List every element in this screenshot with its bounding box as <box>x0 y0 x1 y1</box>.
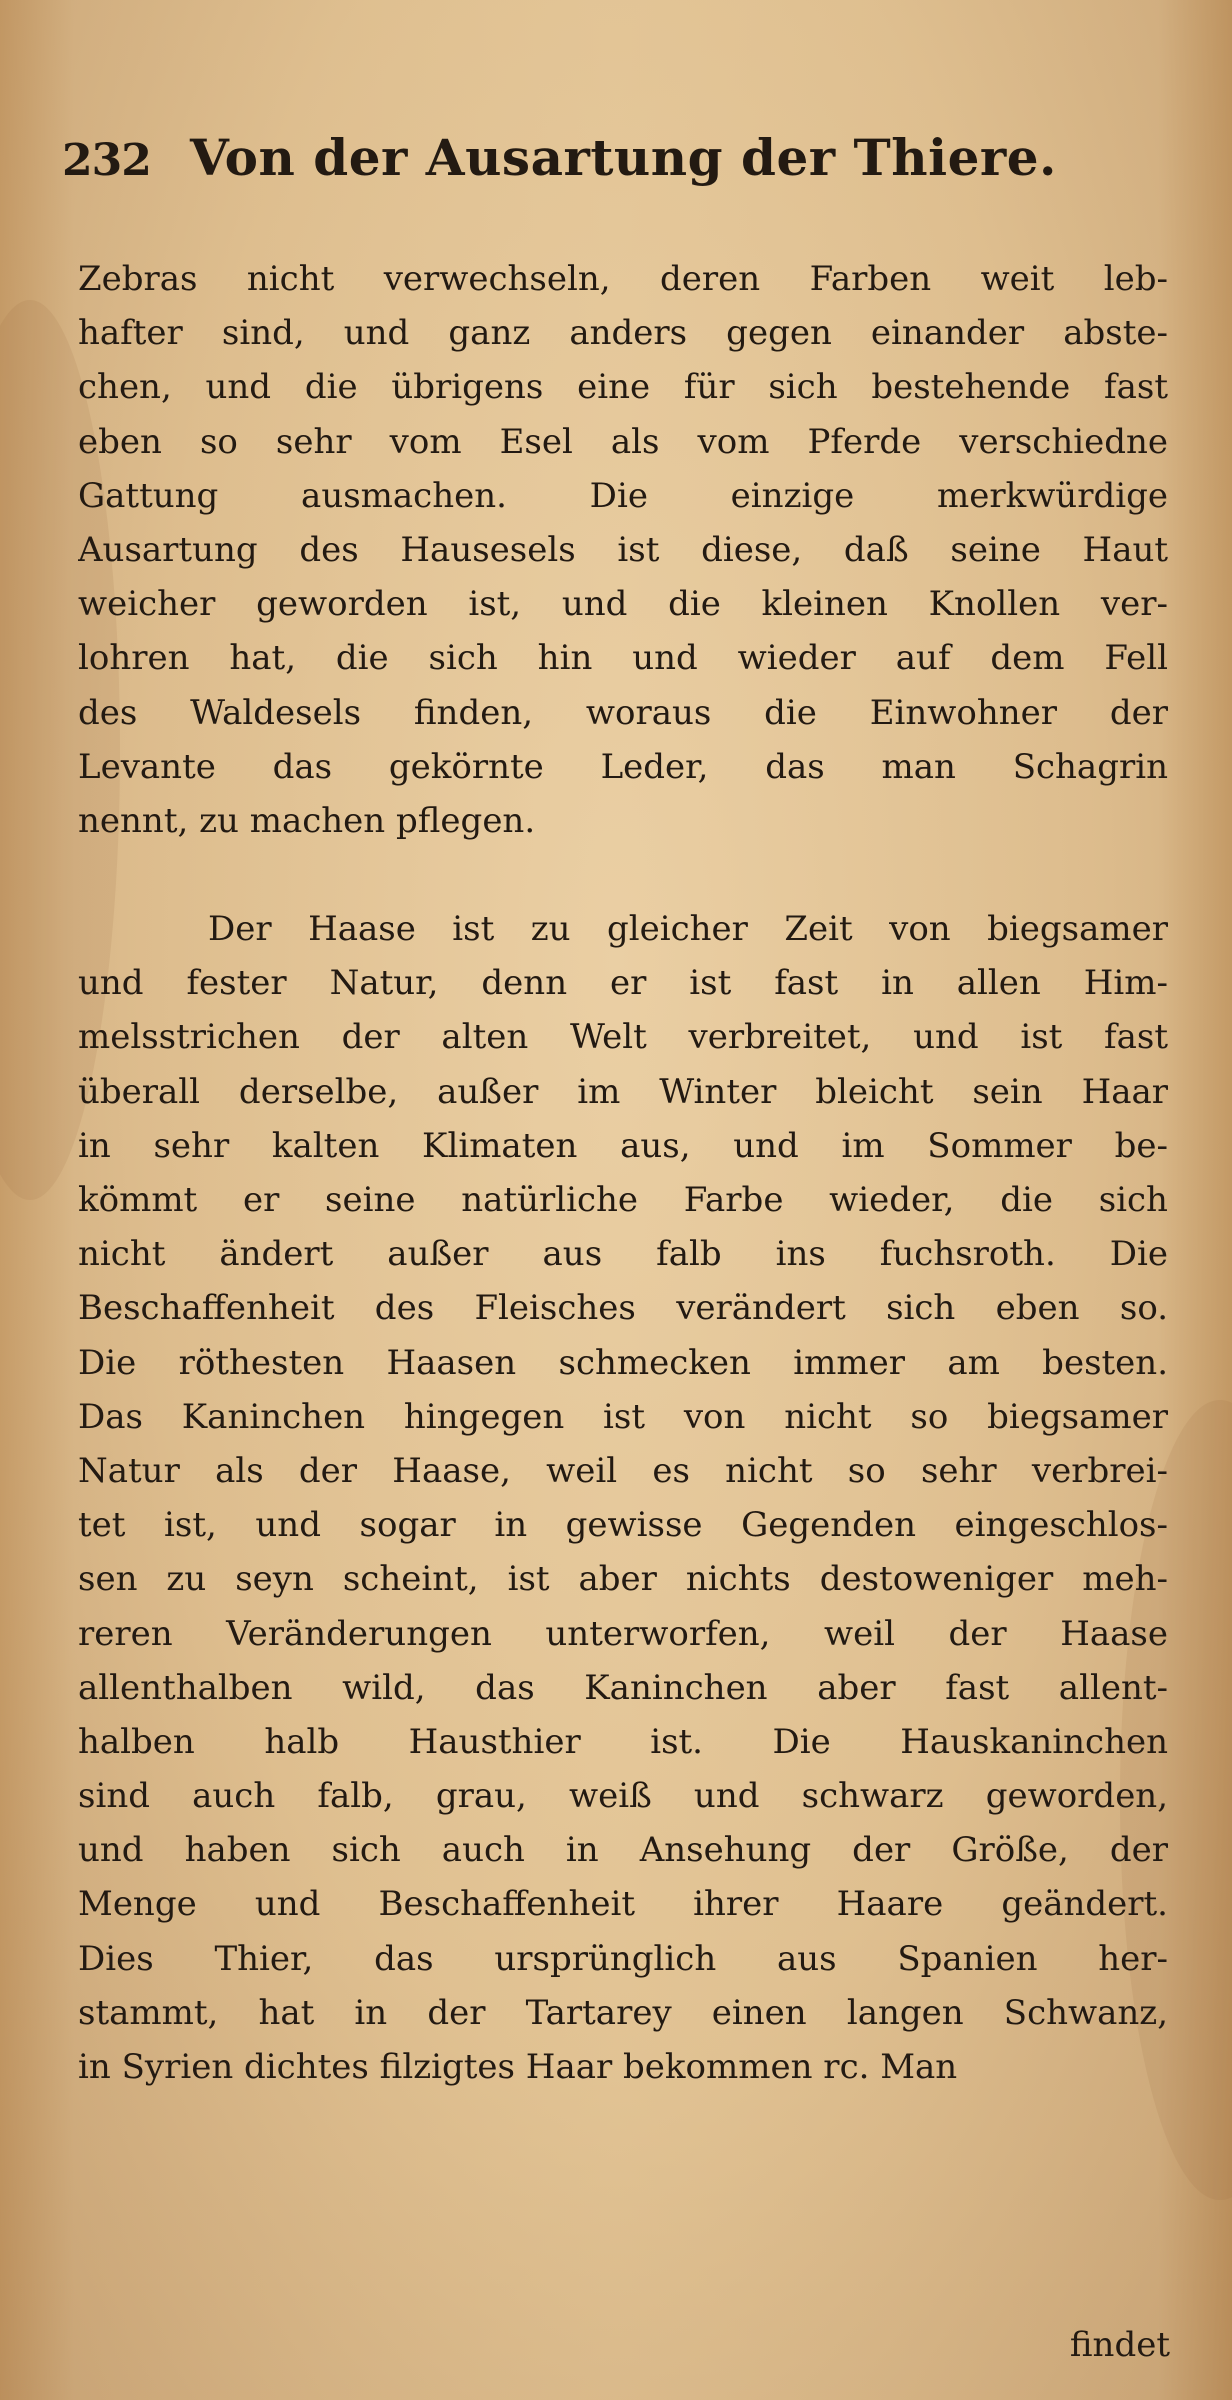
paragraph-gap <box>78 848 1168 902</box>
text-line: in sehr kalten Klimaten aus, und im Sommer be- <box>78 1125 1168 1166</box>
text-line: lohren hat, die sich hin und wieder auf dem Fell <box>78 638 1168 679</box>
text-line: tet ist, und sogar in gewisse Gegenden eingeschlos- <box>78 1505 1168 1546</box>
text-line: Der Haase ist zu gleicher Zeit von biegsamer <box>208 909 1168 950</box>
text-line: chen, und die übrigens eine für sich bestehende fast <box>78 367 1168 408</box>
text-line: überall derselbe, außer im Winter bleicht sein Haar <box>78 1071 1168 1112</box>
running-title: Von der Ausartung der Thiere. <box>189 128 1057 187</box>
text-line: weicher geworden ist, und die kleinen Knollen ver- <box>78 584 1168 625</box>
text-line: Dies Thier, das ursprünglich aus Spanien her- <box>78 1938 1168 1979</box>
text-line: kömmt er seine natürliche Farbe wieder, die sich <box>78 1180 1168 1220</box>
text-line: nennt, zu machen pflegen. <box>78 800 536 841</box>
paragraph <box>78 902 1168 2094</box>
text-line: Menge und Beschaffenheit ihrer Haare geändert. <box>78 1884 1168 1925</box>
catchword: findet <box>1069 2325 1170 2365</box>
text-line: hafter sind, und ganz anders gegen einander abste- <box>78 313 1168 354</box>
text-line: und haben sich auch in Ansehung der Größe, der <box>78 1830 1168 1871</box>
text-line: Ausartung des Hausesels ist diese, daß seine Haut <box>78 529 1168 570</box>
text-line: allenthalben wild, das Kaninchen aber fast allent- <box>78 1667 1168 1708</box>
body-text <box>78 252 1168 2094</box>
text-line: Zebras nicht verwechseln, deren Farben weit leb- <box>78 259 1168 299</box>
text-line: und fester Natur, denn er ist fast in allen Him- <box>78 963 1168 1004</box>
text-line: sind auch falb, grau, weiß und schwarz geworden, <box>78 1776 1168 1817</box>
text-line: des Waldesels finden, woraus die Einwohner der <box>78 692 1168 733</box>
text-line: sen zu seyn scheint, ist aber nichts destoweniger meh- <box>78 1559 1168 1600</box>
text-line: Das Kaninchen hingegen ist von nicht so biegsamer <box>78 1396 1168 1437</box>
text-line: eben so sehr vom Esel als vom Pferde verschiedne <box>78 421 1168 462</box>
text-line: stammt, hat in der Tartarey einen langen Schwanz, <box>78 1992 1168 2033</box>
text-line: melsstrichen der alten Welt verbreitet, und ist fast <box>78 1017 1168 1058</box>
text-line: Gattung ausmachen. Die einzige merkwürdige <box>78 475 1168 516</box>
page-number: 232 <box>62 135 151 186</box>
text-line: Beschaffenheit des Fleisches verändert sich eben so. <box>78 1288 1168 1329</box>
text-line: Natur als der Haase, weil es nicht so sehr verbrei- <box>78 1450 1168 1491</box>
text-line: reren Veränderungen unterworfen, weil der Haase <box>78 1613 1168 1654</box>
text-line: Levante das gekörnte Leder, das man Schagrin <box>78 746 1168 787</box>
paragraph <box>78 252 1168 848</box>
text-line: Die röthesten Haasen schmecken immer am besten. <box>78 1342 1168 1383</box>
page-header <box>62 128 1162 208</box>
text-line: nicht ändert außer aus falb ins fuchsroth. Die <box>78 1234 1168 1275</box>
text-line: halben halb Hausthier ist. Die Hauskaninchen <box>78 1721 1168 1762</box>
text-line: in Syrien dichtes filzigtes Haar bekommen rc. Man <box>78 2047 958 2087</box>
